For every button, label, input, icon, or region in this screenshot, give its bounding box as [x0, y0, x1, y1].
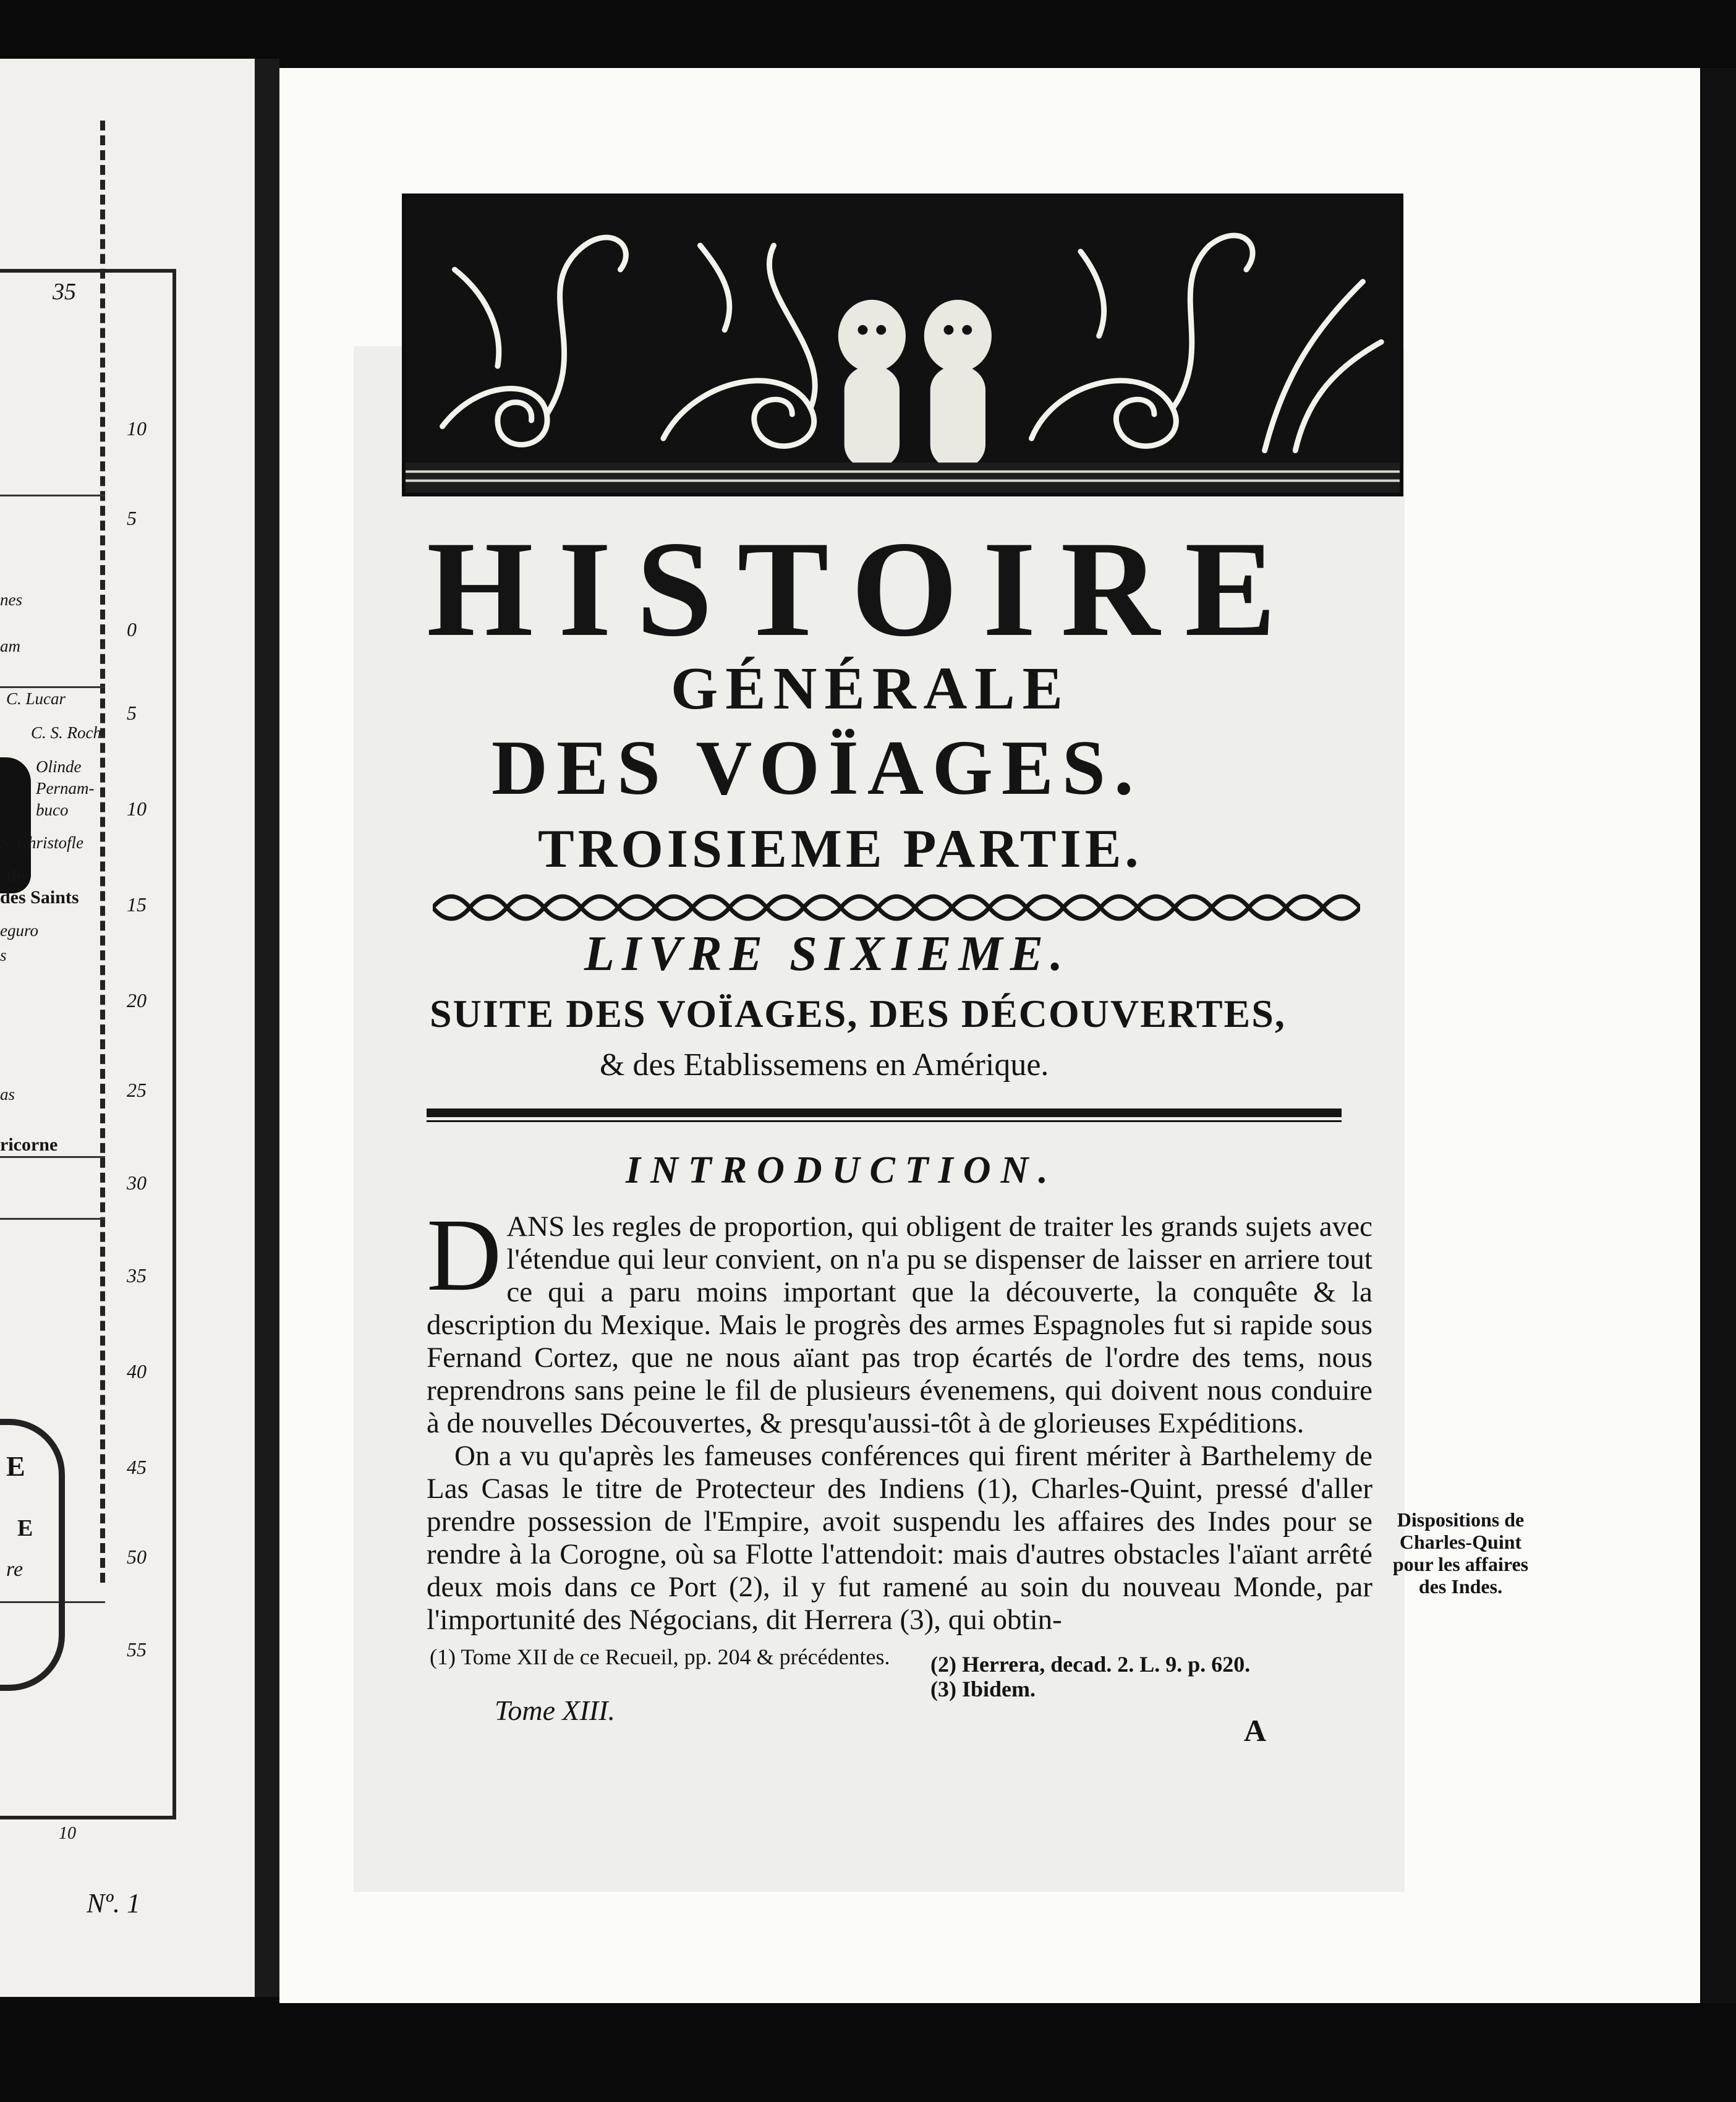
map-place-label: nes	[0, 590, 22, 609]
book-heading: LIVRE SIXIEME.	[584, 927, 1071, 981]
latitude-label: 35	[127, 1264, 147, 1287]
map-page	[0, 59, 255, 1997]
ornamental-headpiece	[402, 194, 1403, 496]
footnote: (1) Tome XII de ce Recueil, pp. 204 & précédentes.	[430, 1645, 890, 1669]
latitude-label: 55	[127, 1638, 147, 1661]
footnote-column-right	[930, 1652, 1363, 1701]
section-heading: INTRODUCTION.	[626, 1149, 1058, 1191]
paragraph-text: ANS les regles de proportion, qui obligent de traiter les grands sujets avec l'étendue qui leur convient, on n'a pu se dispenser de laisser en arriere tout ce qui a paru moins important que la découverte, la conquête & la description du Mexique. Mais le progrès des armes Espagnoles fut si rapide sous Fernand Cortez, que ne nous aïant pas trop écartés de l'ordre des tems, nous reprendrons sans peine le fil de plusieurs évenemens, qui doivent nous conduire à de nouvelles Découvertes, & presqu'aussi-tôt à de glorieuses Expéditions.	[427, 1211, 1372, 1439]
map-parallel	[0, 1156, 105, 1158]
title-part: TROISIEME PARTIE.	[538, 819, 1142, 879]
map-place-label: am	[0, 637, 20, 655]
double-rule-thick	[427, 1108, 1342, 1117]
map-place-label: S. Christofle	[0, 833, 84, 852]
map-place-label: eguro	[0, 921, 38, 940]
latitude-label: 10	[127, 417, 147, 440]
latitude-label: 5	[127, 507, 137, 529]
drop-capital: D	[427, 1198, 502, 1313]
title-histoire: HISTOIRE	[427, 513, 1301, 665]
latitude-label: 5	[127, 702, 137, 724]
footnote-column-left	[430, 1645, 900, 1669]
latitude-label: 0	[127, 618, 137, 640]
chain-ornament	[433, 890, 1360, 925]
map-place-label: Olinde	[36, 757, 82, 776]
paragraph: On a vu qu'après les fameuses conférences qui firent mériter à Barthelemy de Las Casas le titre de Protecteur des Indiens (1), Charles-Quint, pressé d'aller prendre possession de l'Empire, avoit suspendu les affaires des Indes pour se rendre à la Corogne, où sa Flotte l'attendoit: mais d'autres obstacles l'aïant arrêté deux mois dans ce Port (2), il y fut ramené au soin du nouveau Monde, par l'importunité des Négocians, dit Herrera (3), qui obtin-	[427, 1440, 1372, 1636]
marginal-note: Dispositions de Charles-Quint pour les affaires des Indes.	[1392, 1508, 1529, 1598]
paragraph	[427, 1198, 1372, 1440]
latitude-label: 50	[127, 1546, 147, 1568]
cartouche-text: E	[6, 1450, 25, 1482]
map-longitude-label: 35	[53, 279, 76, 305]
latitude-label: 10	[127, 798, 147, 820]
map-parallel	[0, 495, 105, 496]
map-place-label: C. S. Roch	[31, 723, 101, 742]
book-gutter	[255, 59, 279, 1997]
body-text	[427, 1198, 1372, 1636]
map-longitude-label: 10	[59, 1824, 76, 1843]
chain-border-icon	[433, 890, 1360, 925]
map-place-label: as	[0, 1085, 15, 1104]
latitude-label: 25	[127, 1079, 147, 1101]
map-place-label: ricorne	[0, 1134, 58, 1155]
signature-mark: A	[1244, 1713, 1267, 1748]
cartouche-text: E	[17, 1515, 33, 1541]
cartouche-text: re	[6, 1558, 23, 1581]
map-place-label: de	[6, 866, 25, 886]
map-place-label: des Saints	[0, 887, 79, 908]
headpiece-engraving-icon	[406, 197, 1400, 493]
title-des-voiages: DES VOÏAGES.	[491, 725, 1142, 811]
latitude-label: 45	[127, 1456, 147, 1478]
page-edge	[1701, 68, 1736, 2003]
latitude-label: 20	[127, 989, 147, 1011]
latitude-label: 30	[127, 1172, 147, 1194]
subtitle-line-2: & des Etablissemens en Amérique.	[600, 1047, 1049, 1083]
map-parallel	[0, 1218, 105, 1220]
volume-mark: Tome XIII.	[495, 1695, 616, 1726]
map-place-label: Pernam-	[36, 779, 95, 798]
map-place-label: s	[0, 946, 7, 964]
double-rule-thin	[427, 1120, 1342, 1122]
plate-number: Nº. 1	[87, 1888, 140, 1918]
title-generale: GÉNÉRALE	[671, 655, 1071, 722]
map-equator	[0, 686, 105, 688]
latitude-label: 40	[127, 1360, 147, 1382]
subtitle-line-1: SUITE DES VOÏAGES, DES DÉCOUVERTES,	[430, 992, 1286, 1036]
latitude-label: 15	[127, 893, 147, 916]
map-place-label: C. Lucar	[6, 689, 66, 708]
footnote: (2) Herrera, decad. 2. L. 9. p. 620.	[930, 1652, 1251, 1677]
map-place-label: buco	[36, 801, 69, 819]
footnote: (3) Ibidem.	[930, 1677, 1036, 1701]
